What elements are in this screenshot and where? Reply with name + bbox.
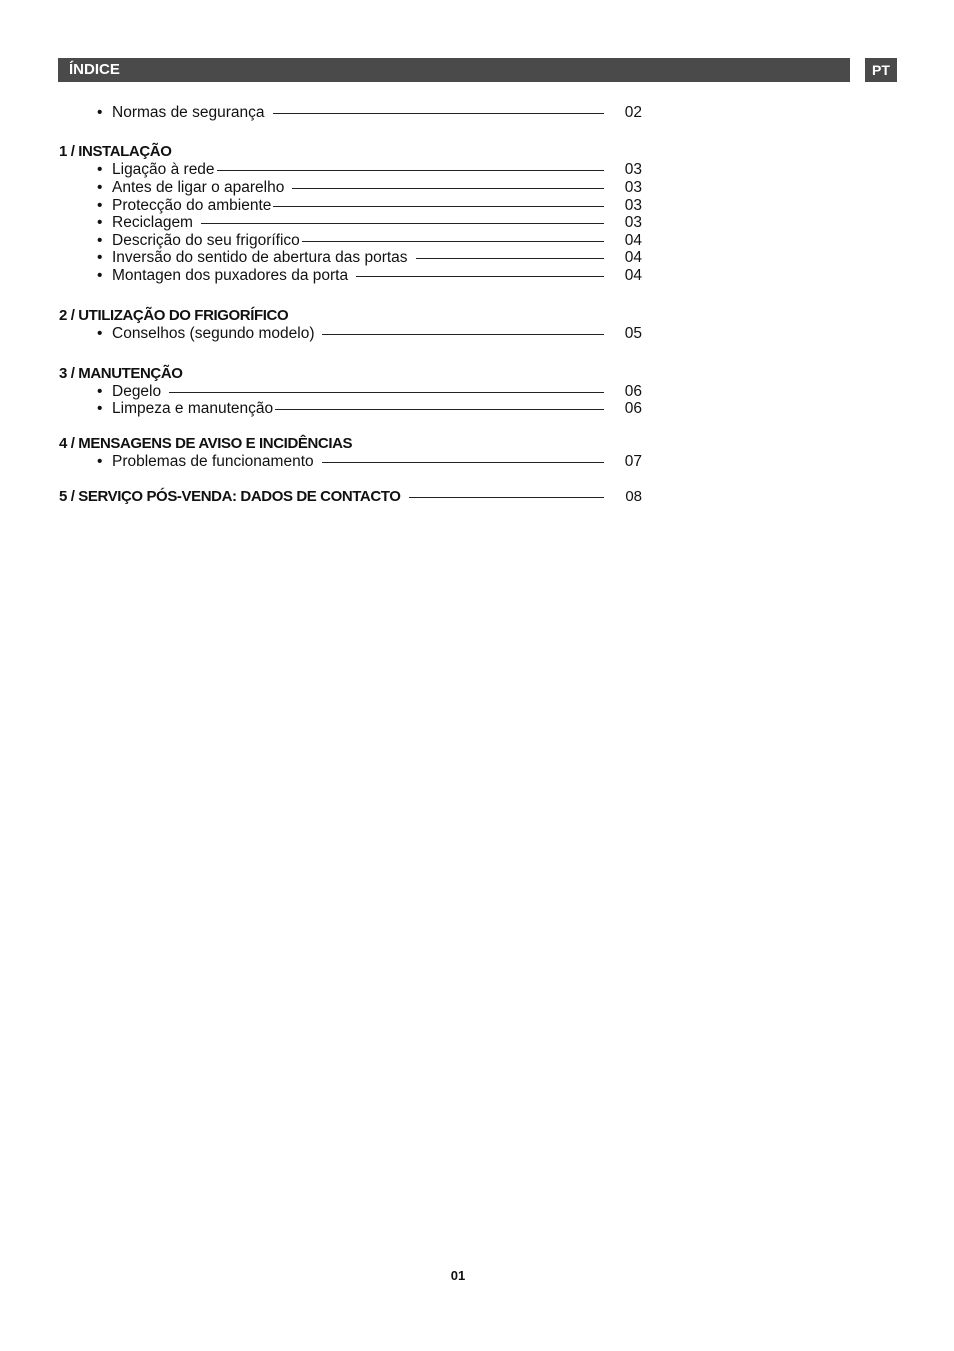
language-badge: PT xyxy=(865,58,897,82)
leader-line xyxy=(275,409,604,410)
section-heading-2[interactable]: 2 / UTILIZAÇÃO DO FRIGORÍFICO xyxy=(59,307,289,324)
leader-line xyxy=(356,276,604,277)
section-heading-4[interactable]: 4 / MENSAGENS DE AVISO E INCIDÊNCIAS xyxy=(59,435,353,452)
toc-entry[interactable]: • Conselhos (segundo modelo) 05 xyxy=(97,325,642,342)
toc-entry[interactable]: • Inversão do sentido de abertura das portas 04 xyxy=(97,249,642,266)
bullet: • xyxy=(97,104,103,121)
leader-line xyxy=(273,113,605,114)
leader-line xyxy=(322,462,604,463)
section-heading-5[interactable]: 5 / SERVIÇO PÓS-VENDA: DADOS DE CONTACTO 08 xyxy=(59,488,642,505)
toc-entry[interactable]: • Degelo 06 xyxy=(97,383,642,400)
toc-entry[interactable]: • Descrição do seu frigorífico 04 xyxy=(97,232,642,249)
leader-line xyxy=(322,334,604,335)
toc-entry-normas[interactable]: • Normas de segurança 02 xyxy=(97,104,642,121)
leader-line xyxy=(302,241,604,242)
toc-entry[interactable]: • Antes de ligar o aparelho 03 xyxy=(97,179,642,196)
leader-line xyxy=(217,170,604,171)
leader-line xyxy=(409,497,604,498)
section-heading-1[interactable]: 1 / INSTALAÇÃO xyxy=(59,143,172,160)
toc-entry[interactable]: • Problemas de funcionamento 07 xyxy=(97,453,642,470)
toc-entry[interactable]: • Reciclagem 03 xyxy=(97,214,642,231)
index-title: ÍNDICE xyxy=(69,61,120,78)
toc-entry[interactable]: • Limpeza e manutenção 06 xyxy=(97,400,642,417)
toc-entry[interactable]: • Ligação à rede 03 xyxy=(97,161,642,178)
index-header-bar xyxy=(58,58,850,82)
toc-entry[interactable]: • Montagen dos puxadores da porta 04 xyxy=(97,267,642,284)
leader-line xyxy=(292,188,604,189)
leader-line xyxy=(416,258,604,259)
footer-page-number: 01 xyxy=(450,1268,466,1283)
leader-line xyxy=(169,392,604,393)
toc-entry[interactable]: • Protecção do ambiente 03 xyxy=(97,197,642,214)
leader-line xyxy=(273,206,604,207)
leader-line xyxy=(201,223,604,224)
section-heading-3[interactable]: 3 / MANUTENÇÃO xyxy=(59,365,183,382)
